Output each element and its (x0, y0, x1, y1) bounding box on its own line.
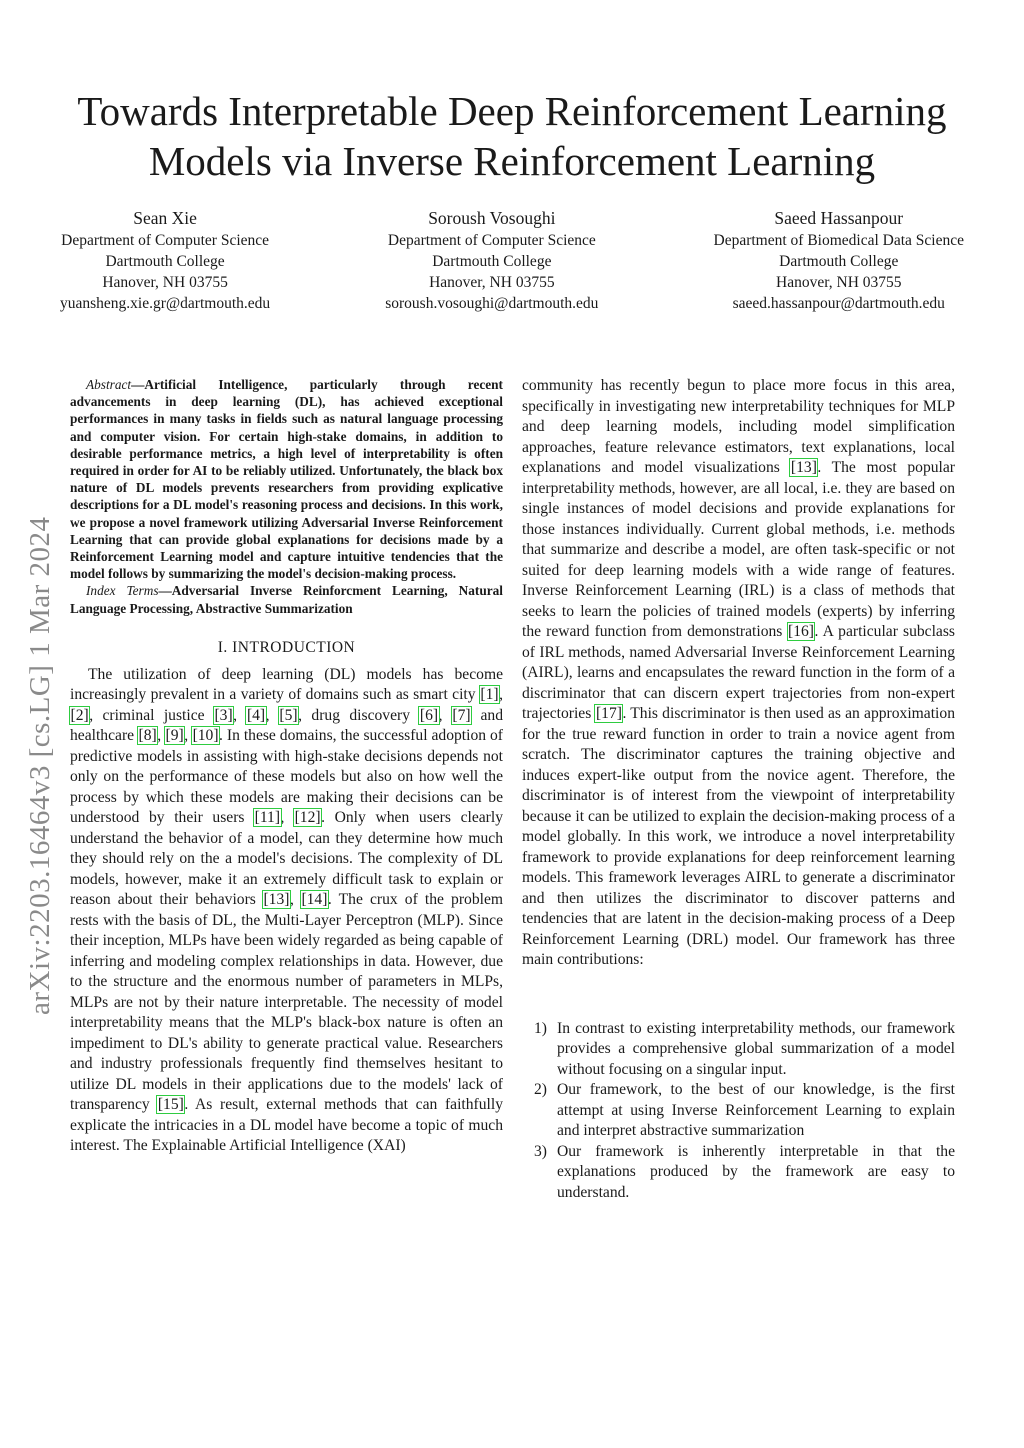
text-run: , (289, 891, 301, 909)
citation-link[interactable]: [10] (192, 727, 219, 745)
author-loc: Hanover, NH 03755 (776, 274, 902, 291)
paper-title (40, 86, 984, 186)
list-number: 3) (534, 1142, 547, 1160)
author-inst: Dartmouth College (779, 253, 899, 270)
abstract-text: —Artificial Intelligence, particularly through recent advancements in deep learning (DL), has achieved exceptional performances in many tasks in fields such as natural language processing and computer vision. For certain high-stake domains, in addition to desirable performance metrics, a high level of interpretability is often required in order for AI to be reliably utilized. Unfortunately, the black box nature of DL models prevents researchers from providing explicative descriptions for a DL model's reasoning process and decisions. In this work, we propose a novel framework utilizing Adversarial Inverse Reinforcement Learning that can provide global explanations for decisions made by a Reinforcement Learning model and capture intuitive tendencies that the model follows by summarizing the model's decision-making process. (70, 377, 503, 582)
citation-link[interactable]: [8] (138, 727, 157, 745)
arxiv-id: arXiv:2203.16464v3 [cs.LG] 1 Mar 2024 (24, 516, 56, 1015)
citation-link[interactable]: [3] (214, 706, 233, 724)
index-text: —Adversarial Inverse Reinforcment Learning, Natural Language Processing, Abstractive Summarization (70, 583, 503, 616)
left-column (70, 376, 503, 1157)
text-run: , (184, 727, 193, 745)
text-run: , criminal justice (89, 706, 214, 724)
list-text: Our framework is inherently interpretable in that the explanations produced by the framework are easy to understand. (557, 1142, 955, 1201)
author-email: yuansheng.xie.gr@dartmouth.edu (60, 295, 271, 312)
author-1 (60, 206, 270, 314)
author-2 (385, 206, 598, 314)
author-block (60, 206, 964, 314)
citation-link[interactable]: [17] (595, 705, 622, 722)
author-loc: Hanover, NH 03755 (102, 274, 228, 291)
citation-link[interactable]: [13] (263, 891, 290, 909)
section-heading: I. INTRODUCTION (217, 638, 356, 656)
index-lead: Index Terms (86, 583, 159, 599)
text-run: . In these domains, the successful adoption of predictive models in assisting with high-stake decisions depends not only on the performance of these models but also on how well the process by which these models are making their decisions can be understood by their users (70, 727, 503, 827)
citation-link[interactable]: [1] (480, 686, 499, 704)
text-run: , (233, 706, 247, 724)
citation-link[interactable]: [15] (157, 1096, 184, 1114)
citation-link[interactable]: [2] (70, 706, 89, 724)
list-text: Our framework, to the best of our knowledge, is the first attempt at using Inverse Reinforcement Learning to explain and interpret abstractive summarization (557, 1081, 955, 1139)
author-name: Sean Xie (133, 208, 197, 228)
text-run: . As result, external methods that can faithfully explicate the intricacies in a DL model have become a topic of much interest. The Explainable Artificial Intelligence (XAI) (70, 1096, 503, 1155)
author-loc: Hanover, NH 03755 (429, 274, 555, 291)
citation-link[interactable]: [4] (246, 706, 266, 724)
intro-paragraph-left (70, 665, 503, 1157)
index-terms (70, 582, 503, 616)
abstract-lead: Abstract (86, 377, 132, 392)
title-line-2: Models via Inverse Reinforcement Learning (148, 138, 876, 184)
citation-link[interactable]: [5] (279, 706, 298, 724)
text-run: , drug discovery (298, 706, 420, 724)
text-run: . A particular subclass of IRL methods, named Adversarial Inverse Reinforcement Learning (AIRL), learns and encapsulates the reward function in the form of a discriminator that can discern expert trajectories from non-expert trajectories (522, 623, 955, 722)
author-email: soroush.vosoughi@dartmouth.edu (385, 295, 599, 312)
text-run: community has recently begun to place more focus in this area, specifically in investigating new interpretability techniques for MLP and deep learning models, including model simplification approaches, feature relevance estimators, text explanations, local explanations and model visualizations (522, 377, 955, 476)
citation-link[interactable]: [7] (452, 706, 471, 724)
author-3 (714, 206, 964, 314)
text-run: . The most popular interpretability methods, however, are all local, i.e. they are based on single instances of model decisions and provide explanations for those instances individually. Current global methods, i.e. methods that summarize and describe a model, are often task-specific or not suited for deep learning models with a wide range of features. Inverse Reinforcement Learning (IRL) is a class of methods that seeks to learn the policies of trained models (experts) by inferring the reward function from demonstrations (522, 459, 955, 640)
citation-link[interactable]: [12] (294, 809, 321, 827)
title-line-1: Towards Interpretable Deep Reinforcement Learning (77, 88, 947, 134)
author-dept: Department of Biomedical Data Science (713, 232, 964, 249)
author-dept: Department of Computer Science (61, 232, 270, 249)
citation-link[interactable]: [13] (790, 459, 817, 476)
list-item (522, 1080, 955, 1142)
text-run: , (157, 727, 166, 745)
text-run: . Only when users clearly understand the behavior of a model, can they determine how much they should rely on the a model's decisions. The complexity of DL models, however, make it an extremely difficult task to explain or reason about their behaviors (70, 809, 504, 909)
citation-link[interactable]: [11] (254, 809, 281, 827)
text-run: . The crux of the problem rests with the basis of DL, the Multi-Layer Perceptron (MLP). Since their inception, MLPs have been widely regarded as being capable of inferring and modeling complex relationships in data. However, due to the structure and the enormous number of parameters in MLPs, MLPs are not by their nature interpretable. The necessity of model interpretability means that the MLP's black-box nature is often an impediment to DL's ability to generate practical value. Researchers and industry professionals frequently find themselves hesitant to utilize DL models in their applications due to the models' lack of transparency (70, 891, 503, 1114)
citation-link[interactable]: [14] (301, 891, 328, 909)
text-run: , (280, 809, 295, 827)
text-run: . This discriminator is then used as an approximation for the true reward function in order to train a novice agent from scratch. The discriminator captures the training objective and induces expert-like output from the novice agent. Therefore, the discriminator is of interest from the viewpoint of interpretability because it can be utilized to explain the decision-making process of a model globally. In this work, we introduce a novel interpretability framework to provide explanations for deep reinforcement learning models. This framework leverages AIRL to generate a discriminator and then utilizes the discriminator to discover patterns and tendencies that are latent in the decision-making process of a Deep Reinforcement Learning (DRL) model. Our framework has three main contributions: (522, 705, 955, 968)
abstract (70, 376, 503, 582)
author-inst: Dartmouth College (105, 253, 225, 270)
author-dept: Department of Computer Science (387, 232, 596, 249)
text-run: , (499, 686, 503, 704)
intro-paragraph-right (522, 376, 955, 971)
author-inst: Dartmouth College (432, 253, 552, 270)
author-name: Soroush Vosoughi (428, 208, 556, 228)
list-number: 2) (534, 1081, 547, 1098)
citation-link[interactable]: [16] (788, 623, 814, 640)
author-name: Saeed Hassanpour (774, 208, 904, 228)
contributions-list (522, 1019, 955, 1204)
right-column (522, 376, 955, 1203)
text-run: and healthcare (70, 706, 503, 745)
citation-link[interactable]: [9] (165, 727, 184, 745)
citation-link[interactable]: [6] (419, 706, 439, 724)
text-run: , (265, 706, 279, 724)
text-run: , (438, 706, 452, 724)
list-text: In contrast to existing interpretability methods, our framework provides a comprehensive global summarization of a model without focusing on a singular input. (557, 1019, 955, 1078)
list-item (522, 1019, 955, 1081)
author-email: saeed.hassanpour@dartmouth.edu (732, 295, 945, 312)
text-run: The utilization of deep learning (DL) models has become increasingly prevalent in a variety of domains such as smart city (70, 665, 503, 704)
list-number: 1) (534, 1019, 547, 1037)
list-item (522, 1142, 955, 1204)
